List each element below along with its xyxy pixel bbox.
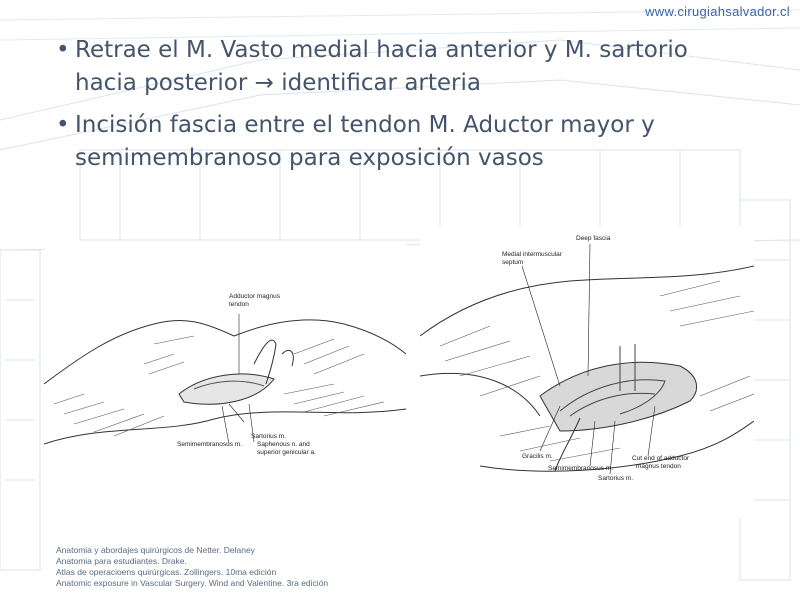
label-sartorius-right: Sartorius m. <box>598 475 634 482</box>
label-medial-septum-2: septum <box>502 259 524 266</box>
label-adductor-tendon-2: tendon <box>229 301 249 308</box>
label-cut-end-2: magnus tendon <box>636 463 681 470</box>
reference-2: Anatomia para estudiantes. Drake. <box>56 556 187 566</box>
label-cut-end-1: Cut end of adductor <box>632 455 690 462</box>
figure-left-illustration <box>44 244 406 490</box>
label-semimembranosus: Semimembranosus m. <box>177 441 243 448</box>
bullet-item-2 <box>56 109 756 176</box>
label-semimembranosus-right: Semimembranosus m. <box>548 465 614 472</box>
label-sartorius: Sartorius m. <box>251 433 287 440</box>
bullet-dot-icon: • <box>56 37 70 63</box>
references <box>56 545 328 589</box>
bullet-item-1 <box>56 34 756 101</box>
bullet-list <box>56 34 756 183</box>
label-saphenous-1: Saphenous n. and <box>257 441 310 448</box>
thigh-deep-exposure-drawing <box>420 226 754 518</box>
reference-4: Anatomic exposure in Vascular Surgery. Wind and Valentine. 3ra edición <box>56 578 329 588</box>
knee-medial-exposure-drawing <box>44 244 406 490</box>
label-adductor-tendon-1: Adductor magnus <box>229 293 280 300</box>
label-deep-fascia: Deep fascia <box>576 235 611 242</box>
label-medial-septum-1: Medial intermuscular <box>502 251 562 258</box>
label-saphenous-2: superior genicular a. <box>257 449 316 456</box>
figure-right-illustration <box>420 226 754 518</box>
label-gracilis: Gracilis m. <box>522 453 553 460</box>
reference-3: Atlas de operacioens quirúrgicas. Zollingers. 10ma edición <box>56 567 277 577</box>
reference-1: Anatomia y abordajes quirúrgicos de Netter. Delaney <box>56 545 255 555</box>
site-url: www.cirugiahsalvador.cl <box>645 4 790 19</box>
bullet-text-2: Incisión fascia entre el tendon M. Aductor mayor y semimembranoso para exposición vasos <box>75 111 655 172</box>
bullet-dot-icon: • <box>56 111 70 138</box>
bullet-text-1: Retrae el M. Vasto medial hacia anterior y M. sartorio hacia posterior → identificar arteria <box>75 37 688 97</box>
